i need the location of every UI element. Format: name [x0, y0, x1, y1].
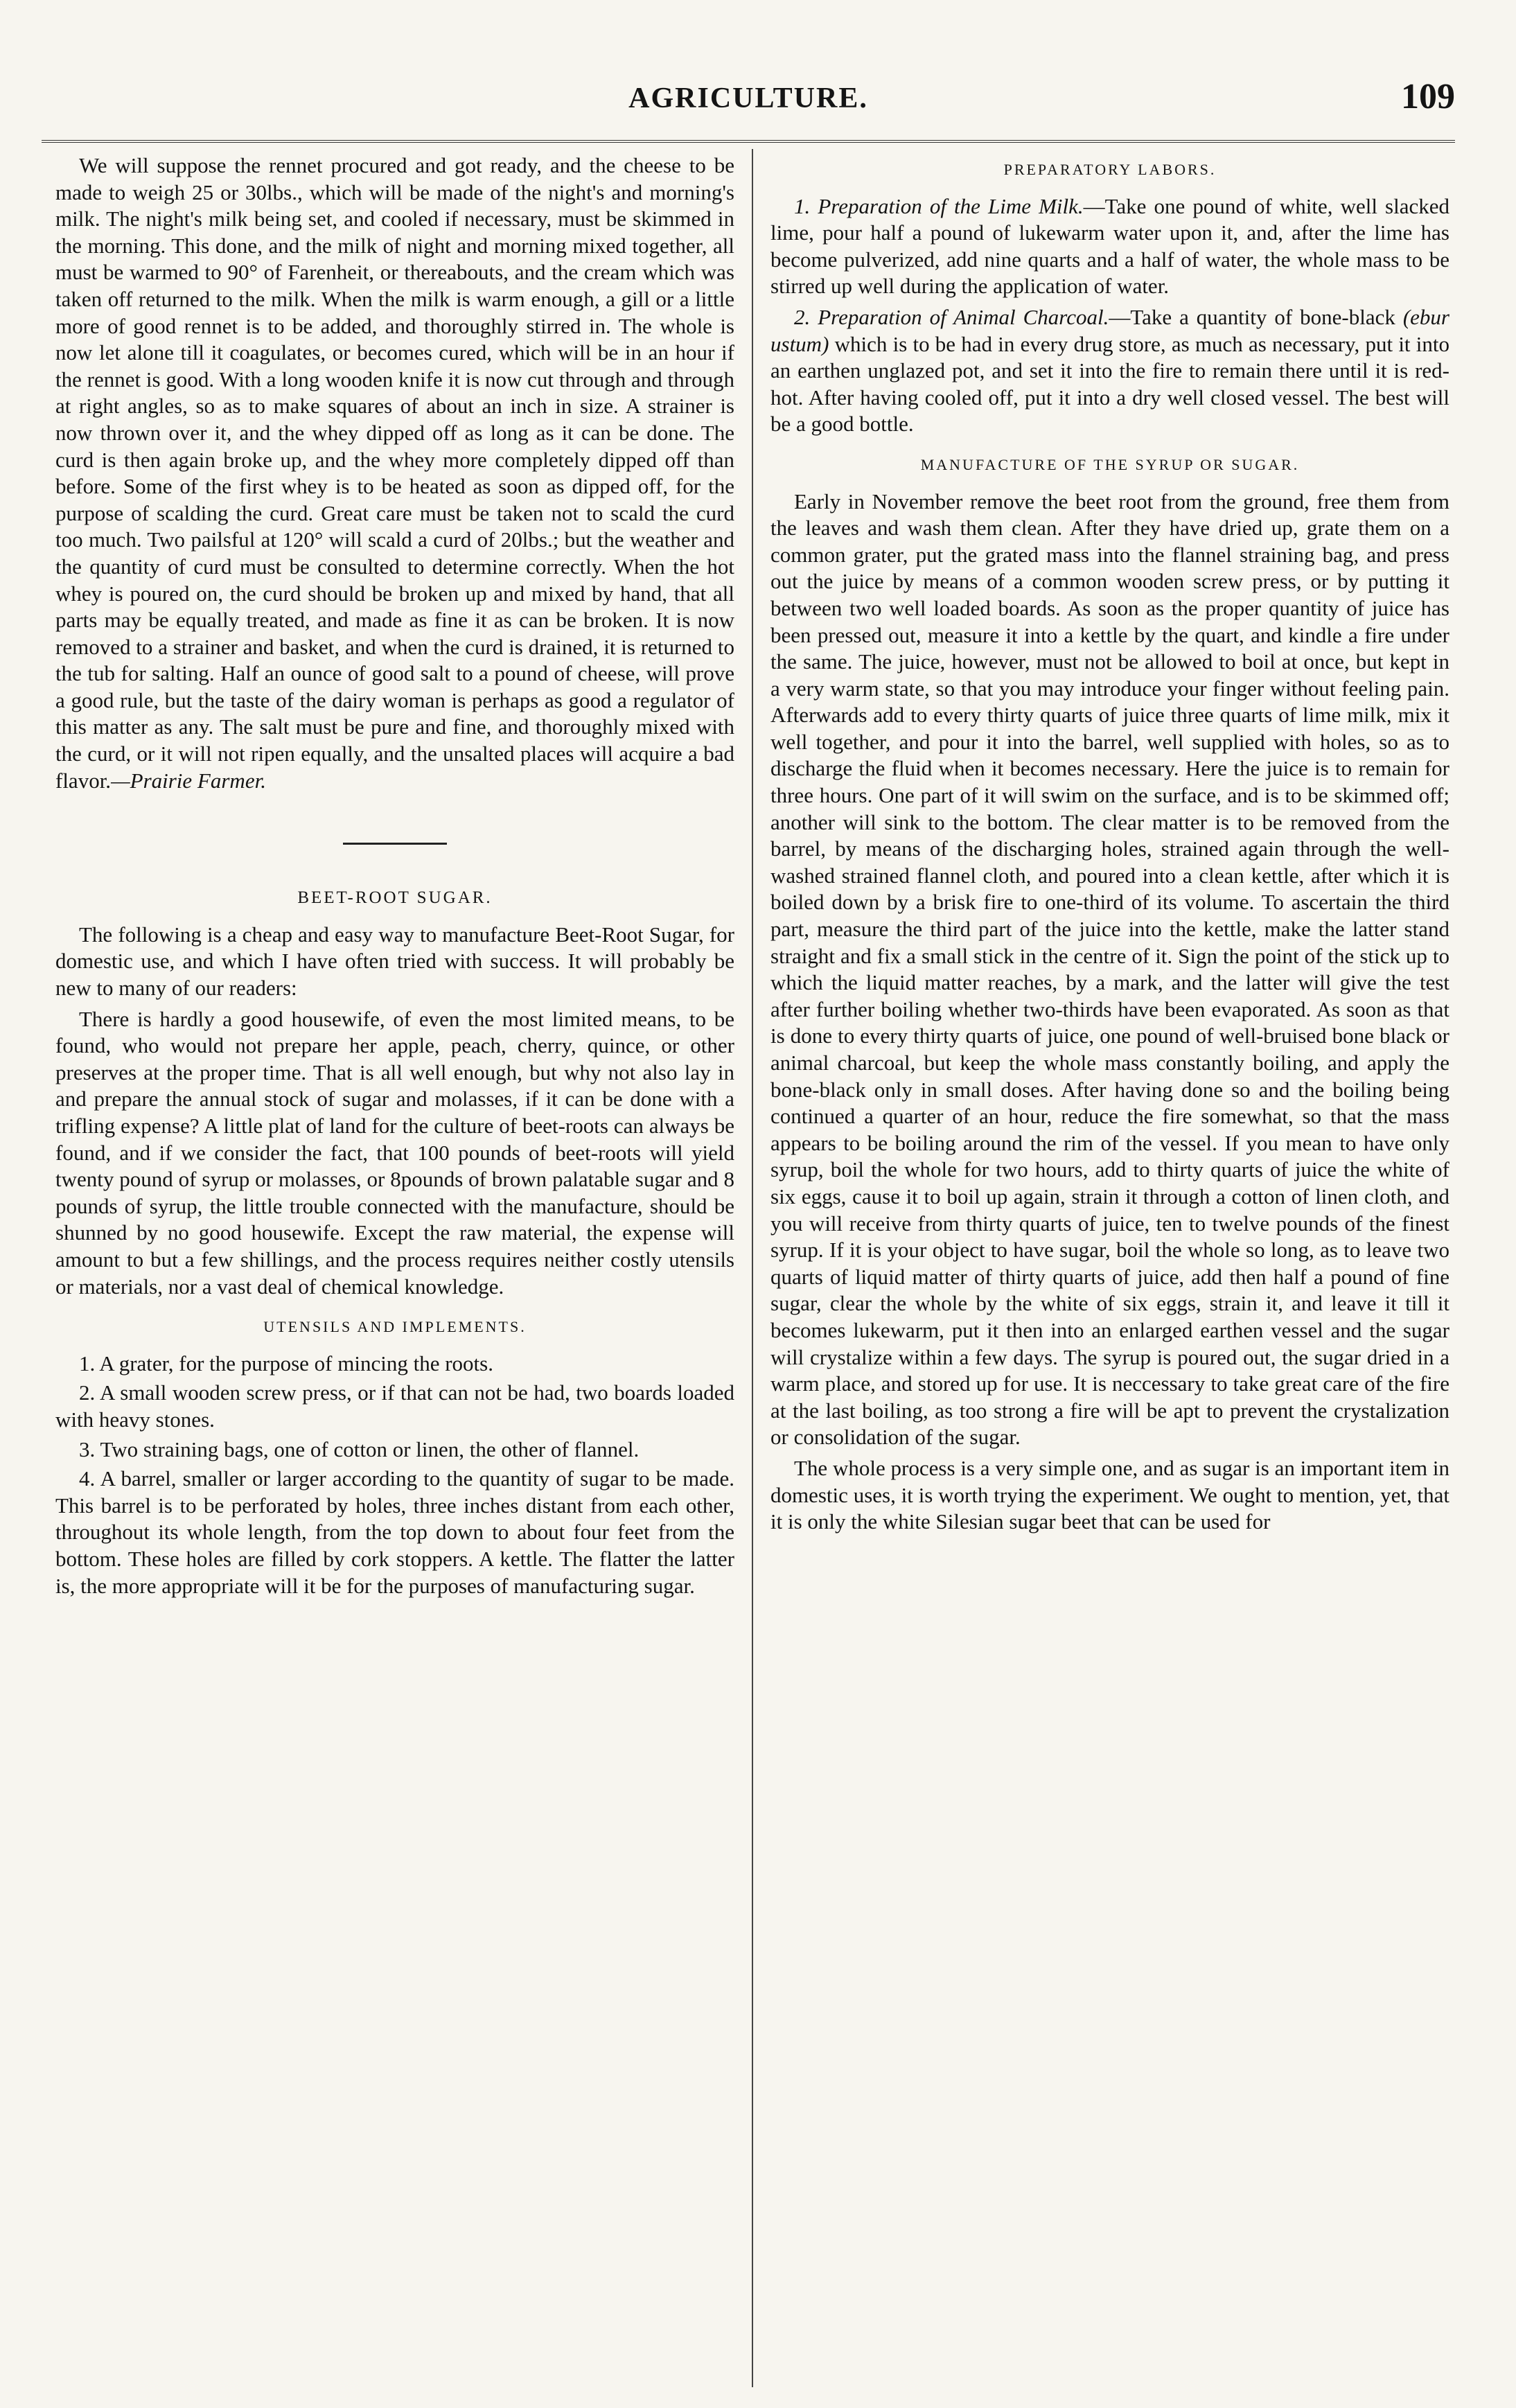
header-rule [42, 140, 1455, 143]
lime-milk-text: —Take one pound of white, well slacked lime, pour half a pound of lukewarm water upon it, and, after the lime has become pulverized, add nine quarts and a half of water, the whole mass to be stirred up well during the application of water. [770, 193, 1449, 299]
utensil-item-1: 1. A grater, for the purpose of mincing the roots. [79, 1351, 493, 1376]
animal-charcoal-text-b: which is to be had in every drug store, as much as necessary, put it into an earthen unglazed pot, and set it into the fire to remain there until it is red-hot. After having cooled off, put it into a dry well closed vessel. The best will be a good bottle. [770, 331, 1449, 437]
cheese-paragraph-text: We will suppose the rennet procured and got ready, and the cheese to be made to weigh 25 or 30lbs., which will be made of the night's and morning's milk. The night's milk being set, and cooled if necessary, must be skimmed in the morning. This done, and the milk of night and morning mixed together, all must be warmed to 90° of Farenheit, or thereabouts, and the cream which was taken off returned to the milk. When the milk is warm enough, a gill or a little more of good rennet is to be added, and thoroughly stirred in. The whole is now let alone till it coagulates, or becomes cured, which will be in an hour if the rennet is good. With a long wooden knife it is now cut through and through at right angles, so as to make squares of about an inch in size. A strainer is now thrown over it, and the whey dipped off as long as it can be done. The curd is then again broke up, and the whey more completely dipped off than before. Some of the first whey is to be heated as soon as dipped off, for the purpose of scalding the curd. Great care must be taken not to scald the curd too much. Two pailsful at 120° will scald a curd of 20lbs.; but the weather and the quantity of curd must be consulted to determine correctly. When the hot whey is poured on, the curd should be broken up and mixed by hand, that all parts may be equally treated, and made as fine it as can be broken. It is now removed to a strainer and basket, and when the curd is drained, it is returned to the tub for salting. Half an ounce of good salt to a pound of cheese, will prove a good rule, but the taste of the dairy woman is perhaps as good a regulator of this matter as any. The salt must be pure and fine, and thoroughly mixed with the curd, or it will not ripen equally, and the unsalted places will acquire a bad flavor. [55, 153, 734, 793]
beet-root-sugar-title: BEET-ROOT SUGAR. [297, 888, 493, 908]
utensils-title: UTENSILS AND IMPLEMENTS. [263, 1318, 527, 1336]
beet-housewife-paragraph: There is hardly a good housewife, of even the most limited means, to be found, who would not prepare her apple, peach, cherry, quince, or other preserves at the proper time. That is all well enough, but why not also lay in and prepare the annual stock of sugar and molasses, if it can be done with a trifling expense? A little plat of land for the culture of beet-roots can always be found, and if we consider the fact, that 100 pounds of beet-roots will yield twenty pound of syrup or molasses, or 8pounds of brown palatable sugar and 8 pounds of syrup, the little trouble connected with the manufacture, should be shunned by no good housewife. Except the raw material, the expense will amount to but a few shillings, and the process requires neither costly utensils or materials, nor a vast deal of chemical knowledge. [55, 1006, 734, 1299]
utensil-item-4: 4. A barrel, smaller or larger according to the quantity of sugar to be made. This barrel is to be perforated by holes, three inches distant from each other, throughout its whole length, from the top down to about four feet from the bottom. These holes are filled by cork stoppers. A kettle. The flatter the latter is, the more appropriate will it be for the purposes of manufacturing sugar. [55, 1466, 734, 1598]
page-number: 109 [1401, 77, 1455, 116]
ebur-ustum: (ebur ustum) [770, 304, 1449, 356]
utensil-item-3: 3. Two straining bags, one of cotton or linen, the other of flannel. [79, 1436, 640, 1461]
left-column [55, 152, 734, 1602]
running-title: AGRICULTURE. [628, 82, 868, 114]
page-header [42, 77, 1455, 137]
manufacture-title: MANUFACTURE OF THE SYRUP OR SUGAR. [920, 455, 1300, 473]
animal-charcoal-lead: 2. Preparation of Animal Charcoal. [794, 304, 1109, 329]
preparatory-labors-title: PREPARATORY LABORS. [1003, 161, 1217, 178]
section-separator [343, 843, 447, 845]
closing-paragraph: The whole process is a very simple one, and as sugar is an important item in domestic uses, it is worth trying the experiment. We ought to mention, yet, that it is only the white Silesian sugar beet that can be used for [770, 1455, 1449, 1534]
attribution: —Prairie Farmer. [111, 768, 266, 793]
lime-milk-lead: 1. Preparation of the Lime Milk. [794, 193, 1084, 218]
column-divider [752, 149, 753, 2387]
animal-charcoal-paragraph [770, 304, 1449, 438]
beet-intro-paragraph: The following is a cheap and easy way to manufacture Beet-Root Sugar, for domestic use, and which I have often tried with success. It will probably be new to many of our readers: [55, 922, 734, 1001]
right-column [770, 152, 1449, 1540]
animal-charcoal-text-a: —Take a quantity of bone-black [1109, 304, 1403, 329]
cheese-paragraph [55, 152, 734, 794]
manufacture-paragraph: Early in November remove the beet root from the ground, free them from the leaves and wash them clean. After they have dried up, grate them on a common grater, put the grated mass into the flannel straining bag, and press out the juice by means of a common wooden screw press, or by putting it between two well loaded boards. As soon as the proper quantity of juice has been pressed out, measure it into a kettle by the quart, and kindle a fire under the same. The juice, however, must not be allowed to boil at once, but kept in a very warm state, so that you may introduce your finger without feeling pain. Afterwards add to every thirty quarts of juice three quarts of lime milk, mix it well together, and pour it into the barrel, well supplied with holes, so as to discharge the fluid when it becomes necessary. Here the juice is to remain for three hours. One part of it will swim on the surface, and is to be skimmed off; another will sink to the bottom. The clear matter is to be removed from the barrel, by means of the discharging holes, strained again through the well-washed strained flannel cloth, and poured into a clean kettle, after which it is boiled down by a brisk fire to one-third of its volume. To ascertain the third part, measure the third part of the juice into the kettle, make the latter stand straight and fix a small stick in the centre of it. Sign the point of the stick up to which the liquid matter reaches, by a mark, and the latter will give the test after further boiling whether two-thirds have been evaporated. As soon as that is done to every thirty quarts of juice, one pound of well-bruised bone black or animal charcoal, but keep the whole mass constantly boiling, and apply the bone-black only in small doses. After having done so and the boiling being continued a quarter of an hour, reduce the fire somewhat, so that the mass appears to be boiling around the rim of the vessel. If you mean to have only syrup, boil the whole for two hours, add to thirty quarts of juice the white of six eggs, cause it to boil up again, strain it through a cotton of linen cloth, and you will receive from thirty quarts of juice, ten to twelve pounds of the finest syrup. If it is your object to have sugar, boil the whole so long, as to leave two quarts of liquid matter of thirty quarts of juice, add then half a pound of fine sugar, clear the whole by the white of six eggs, strain it, and leave it till it becomes lukewarm, put it then into an enlarged earthen vessel and the sugar will crystalize within a few days. The syrup is poured out, the sugar dried in a warm place, and stored up for use. It is neccessary to take great care of the fire at the last boiling, as too strong a fire will be apt to prevent the crystalization or consolidation of the sugar. [770, 489, 1449, 1450]
utensil-item-2: 2. A small wooden screw press, or if that can not be had, two boards loaded with heavy stones. [55, 1380, 734, 1432]
lime-milk-paragraph [770, 193, 1449, 300]
